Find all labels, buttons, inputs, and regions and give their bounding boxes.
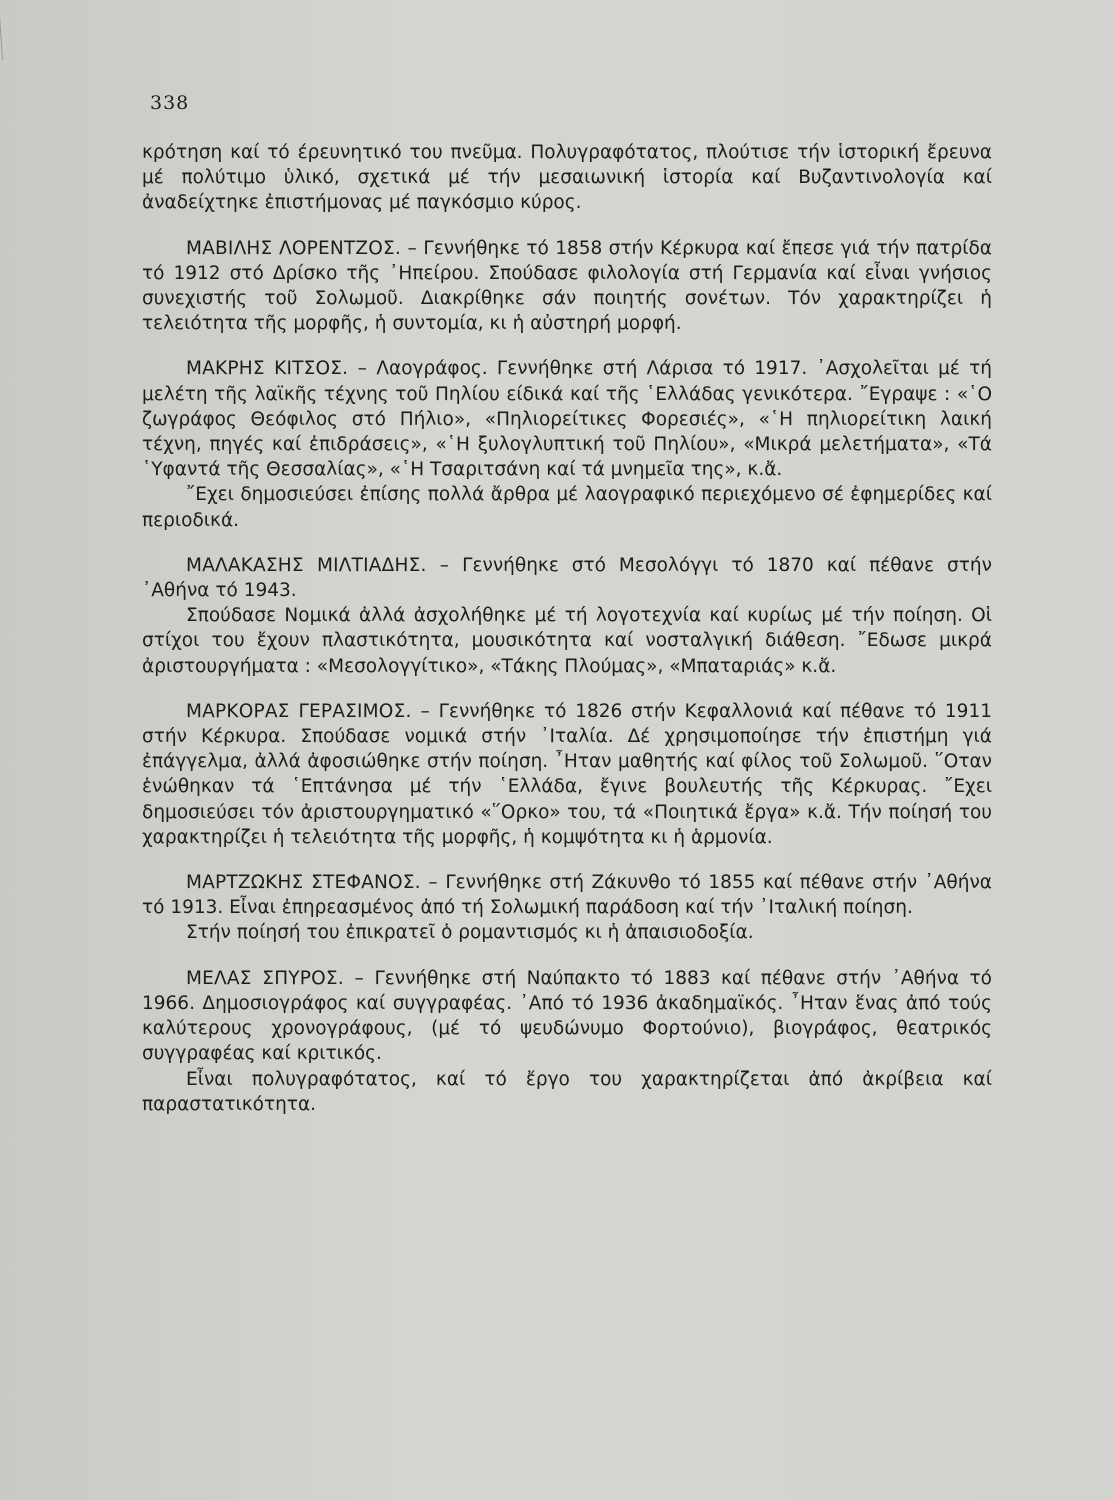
entry-heading: ΜΑΒΙΛΗΣ ΛΟΡΕΝΤΖΟΣ. – [186,237,418,259]
entry-malakasis-miltiadis [142,553,992,679]
entry-paragraph [142,236,992,337]
entry-heading: ΜΑΛΑΚΑΣΗΣ ΜΙΛΤΙΑΔΗΣ. – [186,554,450,576]
entry-mavilis-lorentzos [142,236,992,337]
entry-heading: ΜΑΡΤΖΩΚΗΣ ΣΤΕΦΑΝΟΣ. – [186,872,438,894]
entry-paragraph [142,356,992,482]
page-fold-mark [0,0,29,60]
entry-paragraph [142,966,992,1067]
entry-paragraph: Στήν ποίησή του ἐπικρατεῖ ὁ ρομαντισμός κι ἡ ἀπαισιοδοξία. [186,922,754,944]
entry-text: Γεννήθηκε στό Μεσολόγγι τό 1870 καί πέθανε στήν ᾿Αθήνα τό 1943. [142,554,992,602]
page-number: 338 [150,92,190,114]
entry-text: Γεννήθηκε τό 1858 στήν Κέρκυρα καί ἔπεσε γιά τήν πατρίδα τό 1912 στό Δρίσκο τῆς ᾿Ηπείρου. Σπούδασε φιλολογία στή Γερμανία καί εἶναι γνήσιος συνεχιστής τοῦ Σολωμοῦ. Διακρίθηκε σάν ποιητής σονέτων. Τόν χαρακτηρίζει ἡ τελειότητα τῆς μορφῆς, ἡ συντομία, κι ἡ αὐστηρή μορφή. [142,237,992,335]
page-content [142,140,992,1117]
entry-makris-kitsos [142,356,992,532]
entry-paragraph: Εἶναι πολυγραφότατος, καί τό ἔργο του χαρακτηρίζεται ἀπό ἀκρίβεια καί παραστατικότητα. [142,1068,992,1115]
entry-heading: ΜΕΛΑΣ ΣΠΥΡΟΣ. – [186,967,365,989]
entry-paragraph: Σπούδασε Νομικά ἀλλά ἀσχολήθηκε μέ τή λογοτεχνία καί κυρίως μέ τήν ποίηση. Οἱ στίχοι του ἔχουν πλαστικότητα, μουσικότητα καί νοσταλγική διάθεση. ῎Εδωσε μικρά ἀριστουργήματα : «Μεσολογγίτικο», «Τάκης Πλούμας», «Μπαταριάς» κ.ἄ. [142,605,992,677]
entry-paragraph [142,553,992,603]
intro-paragraph: κρότηση καί τό έρευνητικό του πνεῦμα. Πολυγραφότατος, πλούτισε τήν ἱστορική ἔρευνα μέ πολύτιμο ὑλικό, σχετικά μέ τήν μεσαιωνική ἱστορία καί Βυζαντινολογία καί ἀναδείχτηκε ἐπιστήμονας μέ παγκόσμιο κύρος. [142,142,992,214]
entry-martzokis-stefanos [142,870,992,946]
entry-paragraph: ῎Εχει δημοσιεύσει ἐπίσης πολλά ἄρθρα μέ λαογραφικό περιεχόμενο σέ ἐφημερίδες καί περιοδικά. [142,484,992,531]
entry-text: Γεννήθηκε τό 1826 στήν Κεφαλλονιά καί πέθανε τό 1911 στήν Κέρκυρα. Σπούδασε νομικά στήν ᾿Ιταλία. Δέ χρησιμοποίησε τήν ἐπιστήμη γιά ἐπάγγελμα, ἀλλά ἀφοσιώθηκε στήν ποίηση. ῏Ηταν μαθητής καί φίλος τοῦ Σολωμοῦ. ῞Οταν ἑνώθηκαν τά ῾Επτάνησα μέ τήν ῾Ελλάδα, ἔγινε βουλευτής τῆς Κέρκυρας. ῎Εχει δημοσιεύσει τόν ἀριστουργηματικό «῞Ορκο» του, τά «Ποιητικά ἔργα» κ.ἄ. Τήν ποίησή του χαρακτηρίζει ἡ τελειότητα τῆς μορφῆς, ἡ κομψότητα κι ἡ ἁρμονία. [142,700,992,848]
entry-melas-spyros [142,966,992,1117]
entry-paragraph [142,870,992,920]
entry-heading: ΜΑΡΚΟΡΑΣ ΓΕΡΑΣΙΜΟΣ. – [186,700,430,722]
entry-paragraph [142,699,992,850]
entry-text: Λαογράφος. Γεννήθηκε στή Λάρισα τό 1917. ᾿Ασχολεῖται μέ τή μελέτη τῆς λαϊκῆς τέχνης τοῦ Πηλίου είδικά καί τῆς ῾Ελλάδας γενικότερα. ῎Εγραψε : «῾Ο ζωγράφος Θεόφιλος στό Πήλιο», «Πηλιορείτικες Φορεσιές», «῾Η πηλιορείτικη λαική τέχνη, πηγές καί ἐπιδράσεις», «῾Η ξυλογλυπτική τοῦ Πηλίου», «Μικρά μελετήματα», «Τά ῾Υφαντά τῆς Θεσσαλίας», «῾Η Τσαριτσάνη καί τά μνημεῖα της», κ.ἄ. [142,358,992,481]
entry-markoras-gerasimos [142,699,992,850]
entry-text: Γεννήθηκε στή Ζάκυνθο τό 1855 καί πέθανε στήν ᾿Αθήνα τό 1913. Εἶναι ἐπηρεασμένος ἀπό τή Σολωμική παράδοση καί τήν ᾿Ιταλική ποίηση. [142,872,992,919]
entry-text: Γεννήθηκε στή Ναύπακτο τό 1883 καί πέθανε στήν ᾿Αθήνα τό 1966. Δημοσιογράφος καί συγγραφέας. ᾿Από τό 1936 ἀκαδημαϊκός. ῏Ηταν ἕνας ἀπό τούς καλύτερους χρονογράφους, (μέ τό ψευδώνυμο Φορτούνιο), βιογράφος, θεατρικός συγγραφέας καί κριτικός. [142,967,993,1065]
entry-heading: ΜΑΚΡΗΣ ΚΙΤΣΟΣ. – [186,358,368,380]
